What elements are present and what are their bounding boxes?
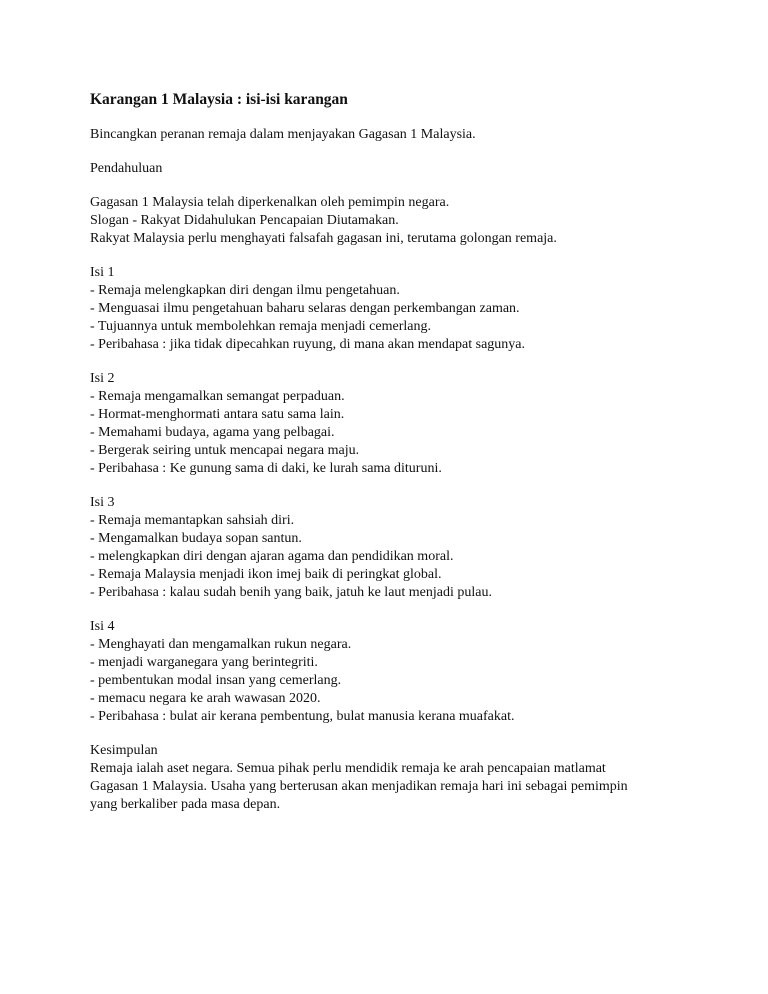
intro-block — [90, 194, 730, 248]
isi-point: - Tujuannya untuk membolehkan remaja menjadi cemerlang. — [90, 319, 431, 334]
isi-point: - melengkapkan diri dengan ajaran agama dan pendidikan moral. — [90, 549, 454, 564]
conclusion-block — [90, 742, 730, 814]
isi-heading: Isi 3 — [90, 495, 115, 510]
isi-point: - Menguasai ilmu pengetahuan baharu selaras dengan perkembangan zaman. — [90, 301, 520, 316]
isi-point: - Peribahasa : bulat air kerana pembentung, bulat manusia kerana muafakat. — [90, 709, 515, 724]
isi-point: - Hormat-menghormati antara satu sama lain. — [90, 407, 345, 422]
isi-point: - pembentukan modal insan yang cemerlang. — [90, 673, 342, 688]
isi-heading: Isi 4 — [90, 619, 115, 634]
isi-heading: Isi 1 — [90, 265, 115, 280]
conclusion-line: yang berkaliber pada masa depan. — [90, 797, 281, 812]
intro-heading: Pendahuluan — [90, 161, 163, 176]
isi-point: - Remaja melengkapkan diri dengan ilmu pengetahuan. — [90, 283, 400, 298]
isi-point: - Peribahasa : Ke gunung sama di daki, ke lurah sama dituruni. — [90, 461, 442, 476]
question-text: Bincangkan peranan remaja dalam menjayakan Gagasan 1 Malaysia. — [90, 127, 476, 142]
conclusion-line: Remaja ialah aset negara. Semua pihak perlu mendidik remaja ke arah pencapaian matlamat — [90, 761, 606, 776]
isi-point: - Peribahasa : jika tidak dipecahkan ruyung, di mana akan mendapat sagunya. — [90, 337, 526, 352]
conclusion-heading: Kesimpulan — [90, 743, 158, 758]
document-title: Karangan 1 Malaysia : isi-isi karangan — [90, 91, 348, 108]
question-block — [90, 126, 730, 144]
conclusion-line: Gagasan 1 Malaysia. Usaha yang berterusan akan menjadikan remaja hari ini sebagai pemimpin — [90, 779, 628, 794]
intro-heading-block — [90, 160, 730, 178]
isi-point: - Remaja Malaysia menjadi ikon imej baik di peringkat global. — [90, 567, 442, 582]
intro-line: Gagasan 1 Malaysia telah diperkenalkan oleh pemimpin negara. — [90, 195, 450, 210]
isi-point: - Menghayati dan mengamalkan rukun negara. — [90, 637, 352, 652]
isi-point: - Bergerak seiring untuk mencapai negara maju. — [90, 443, 360, 458]
isi-point: - memacu negara ke arah wawasan 2020. — [90, 691, 321, 706]
isi-point: - Remaja mengamalkan semangat perpaduan. — [90, 389, 345, 404]
isi-point: - Remaja memantapkan sahsiah diri. — [90, 513, 295, 528]
isi-heading: Isi 2 — [90, 371, 115, 386]
isi-3-block — [90, 494, 730, 602]
intro-line: Rakyat Malaysia perlu menghayati falsafah gagasan ini, terutama golongan remaja. — [90, 231, 557, 246]
isi-point: - Peribahasa : kalau sudah benih yang baik, jatuh ke laut menjadi pulau. — [90, 585, 492, 600]
isi-2-block — [90, 370, 730, 478]
isi-4-block — [90, 618, 730, 726]
document-page — [90, 90, 730, 830]
isi-point: - Mengamalkan budaya sopan santun. — [90, 531, 302, 546]
intro-line: Slogan - Rakyat Didahulukan Pencapaian Diutamakan. — [90, 213, 399, 228]
isi-1-block — [90, 264, 730, 354]
isi-point: - menjadi warganegara yang berintegriti. — [90, 655, 318, 670]
isi-point: - Memahami budaya, agama yang pelbagai. — [90, 425, 335, 440]
